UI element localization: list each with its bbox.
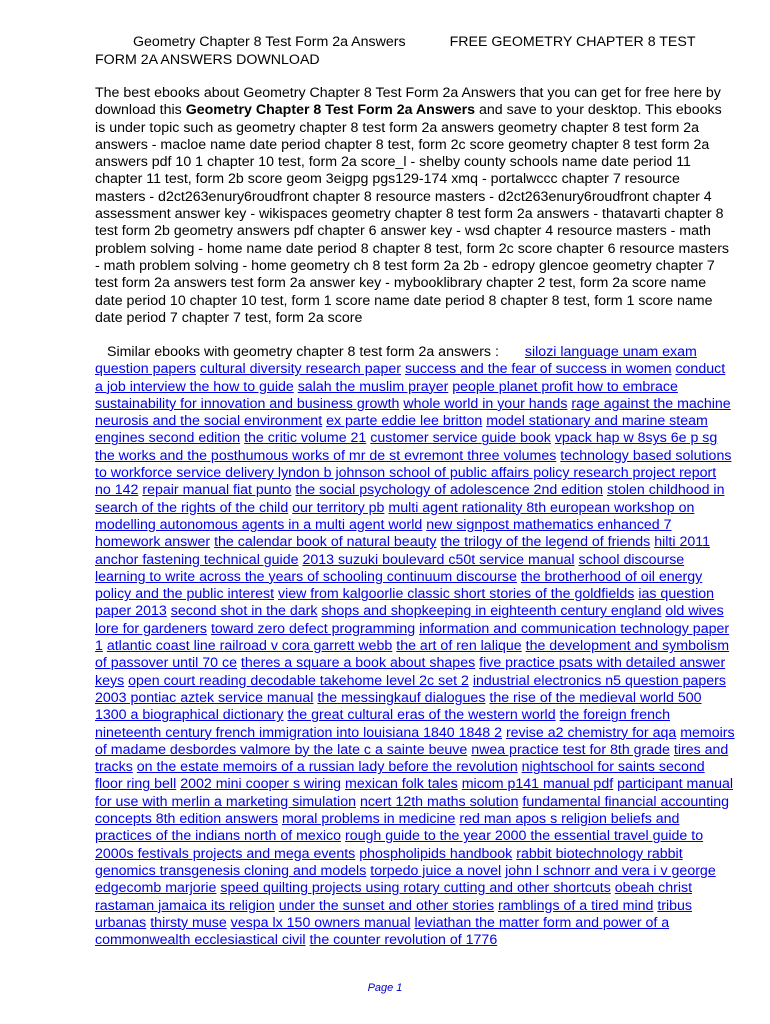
ebook-link[interactable]: john l schnorr and vera i v george edgecomb marjorie <box>95 862 716 897</box>
ebook-link[interactable]: view from kalgoorlie classic short stories of the goldfields <box>277 586 635 603</box>
similar-ebooks-lead: Similar ebooks with geometry chapter 8 test form 2a answers : <box>107 344 499 360</box>
ebook-link[interactable]: industrial electronics n5 question papers <box>472 672 726 689</box>
ebook-link[interactable]: memoirs of madame desbordes valmore by the late c a sainte beuve <box>95 724 735 758</box>
ebook-link[interactable]: five practice psats with detailed answer keys <box>95 655 726 689</box>
ebook-link[interactable]: the trilogy of the legend of friends <box>440 534 651 551</box>
ebook-link[interactable]: the development and symbolism of passover until 70 ce <box>95 638 730 672</box>
ebook-link[interactable]: the rise of the medieval world 500 1300 a biographical dictionary <box>95 689 702 724</box>
ebook-link[interactable]: rabbit biotechnology rabbit genomics transgenesis cloning and models <box>95 845 683 879</box>
ebook-link[interactable]: the great cultural eras of the western world <box>287 707 556 724</box>
intro-paragraph <box>95 85 733 327</box>
ebook-link[interactable]: under the sunset and other stories <box>278 897 495 914</box>
ebook-link[interactable]: 2013 suzuki boulevard c50t service manual <box>302 551 575 568</box>
ebook-link[interactable]: the counter revolution of 1776 <box>309 932 498 949</box>
ebook-link[interactable]: rage against the machine <box>571 395 731 412</box>
ebook-link[interactable]: on the estate memoirs of a russian lady before the revolution <box>136 759 518 776</box>
ebook-link[interactable]: nwea practice test for 8th grade <box>471 741 670 758</box>
ebook-link[interactable]: vespa lx 150 owners manual <box>230 914 411 931</box>
ebook-link[interactable]: stolen childhood in search of the rights of the child <box>95 482 725 516</box>
ebook-link[interactable]: shops and shopkeeping in eighteenth century england <box>321 603 662 620</box>
ebook-link[interactable]: thirsty muse <box>150 914 227 931</box>
ebook-link[interactable]: vpack hap w 8sys 6e p sg <box>554 430 718 447</box>
ebook-link[interactable]: whole world in your hands <box>403 395 568 412</box>
ebook-link[interactable]: tires and tracks <box>95 741 729 776</box>
ebook-link[interactable]: theres a square a book about shapes <box>240 655 476 672</box>
intro-text-rest: and save to your desktop. This ebooks is under topic such as geometry chapter 8 test form 2a answers geometry chapter 8 test form 2a answers - macloe name date period chapter 8 test, form 2c score geometry chapter 8 test form 2a answers pdf 10 1 chapter 10 test, form 2a score_l - shelby county schools name date period 11 chapter 11 test, form 2b score geom 3eigpg pgs129-174 xmq - portalwccc chapter 7 resource masters - d2ct263enury6roudfront chapter 8 resource masters - d2ct263enury6roudfront chapter 4 assessment answer key - wikispaces geometry chapter 8 test form 2a answers - thatavarti chapter 8 test form 2b geometry answers pdf chapter 6 answer key - wsd chapter 4 resource masters - math problem solving - home name date period 8 chapter 8 test, form 2c score chapter 6 resource masters - math problem solving - home geometry ch 8 test form 2a 2b - edropy glencoe geometry chapter 7 test form 2a answers test form 2a answer key - mybooklibrary chapter 2 test, form 2a score name date period 10 chapter 10 test, form 1 score name date period 8 chapter 8 test, form 1 score name date period 7 chapter 7 test, form 2a score <box>95 102 730 326</box>
ebook-link[interactable]: the messingkauf dialogues <box>317 689 486 706</box>
ebook-link[interactable]: fundamental financial accounting concepts 8th edition answers <box>95 793 730 828</box>
ebook-link[interactable]: the art of ren lalique <box>396 638 522 655</box>
ebook-link[interactable]: mexican folk tales <box>345 776 458 793</box>
ebook-link[interactable]: tribus urbanas <box>95 897 693 931</box>
header-title-left: Geometry Chapter 8 Test Form 2a Answers <box>133 34 406 50</box>
ebook-link[interactable]: the brotherhood of oil energy policy and the public interest <box>95 568 703 603</box>
ebook-link[interactable]: the foreign french nineteenth century french immigration into louisiana 1840 1848 2 <box>95 707 670 741</box>
ebook-link[interactable]: old wives lore for gardeners <box>95 603 724 637</box>
ebook-link[interactable]: micom p141 manual pdf <box>461 776 614 793</box>
header-title-right: FREE GEOMETRY CHAPTER 8 TEST <box>449 34 696 50</box>
ebook-link[interactable]: new signpost mathematics enhanced 7 homework answer <box>95 516 672 551</box>
ebook-link[interactable]: ramblings of a tired mind <box>498 897 654 914</box>
ebook-link[interactable]: red man apos s religion beliefs and practices of the indians north of mexico <box>95 811 680 845</box>
ebook-link[interactable]: toward zero defect programming <box>210 620 416 637</box>
ebook-link[interactable]: multi agent rationality 8th european workshop on modelling autonomous agents in a multi agent world <box>95 499 695 533</box>
ebook-link[interactable]: our territory pb <box>292 499 385 516</box>
ebook-link[interactable]: conduct a job interview the how to guide <box>95 361 726 395</box>
ebook-link[interactable]: customer service guide book <box>370 430 551 447</box>
header-title-second-line: FORM 2A ANSWERS DOWNLOAD <box>95 51 320 68</box>
ebook-link[interactable]: the critic volume 21 <box>244 430 367 447</box>
similar-ebooks-paragraph <box>95 344 735 949</box>
page-number: Page 1 <box>367 982 403 994</box>
ebook-link[interactable]: revise a2 chemistry for aqa <box>505 724 677 741</box>
ebook-link[interactable]: people planet profit how to embrace sustainability for innovation and business growth <box>95 378 678 412</box>
ebook-link[interactable]: rough guide to the year 2000 the essential travel guide to 2000s festivals projects and mega events <box>95 828 704 862</box>
ebook-link[interactable]: cultural diversity research paper <box>199 361 401 378</box>
ebook-link[interactable]: speed quilting projects using rotary cutting and other shortcuts <box>220 880 611 897</box>
ebook-link[interactable]: 2003 pontiac aztek service manual <box>95 689 314 706</box>
ebook-link[interactable]: silozi language unam exam question papers <box>95 344 697 378</box>
ebook-link[interactable]: torpedo juice a novel <box>370 862 502 879</box>
ebook-link[interactable]: information and communication technology paper 1 <box>95 620 730 655</box>
ebook-link[interactable]: the works and the posthumous works of mr de st evremont three volumes <box>95 447 557 464</box>
ebook-link[interactable]: open court reading decodable takehome level 2c set 2 <box>128 672 469 689</box>
ebook-link[interactable]: model stationary and marine steam engines second edition <box>95 413 708 447</box>
ebook-link[interactable]: school discourse learning to write across the years of schooling continuum discourse <box>95 551 685 585</box>
ebook-link[interactable]: second shot in the dark <box>170 603 318 620</box>
page-header <box>95 34 735 69</box>
ebook-link[interactable]: obeah christ rastaman jamaica its religion <box>95 880 693 914</box>
ebook-link[interactable]: ex parte eddie lee britton <box>326 413 483 430</box>
ebook-link[interactable]: 2002 mini cooper s wiring <box>180 776 342 793</box>
ebook-link[interactable]: atlantic coast line railroad v cora garrett webb <box>106 638 393 655</box>
ebook-link[interactable]: repair manual fiat punto <box>142 482 292 499</box>
intro-bold-title: Geometry Chapter 8 Test Form 2a Answers <box>185 102 476 119</box>
ebook-link[interactable]: nightschool for saints second floor ring bell <box>95 759 705 793</box>
ebook-link[interactable]: ias question paper 2013 <box>95 586 715 620</box>
ebook-link[interactable]: technology based solutions to workforce service delivery lyndon b johnson school of public affairs policy research project report no 142 <box>95 447 732 499</box>
ebook-link[interactable]: the social psychology of adolescence 2nd edition <box>295 482 603 499</box>
ebook-link[interactable]: salah the muslim prayer <box>297 378 449 395</box>
ebook-link[interactable]: moral problems in medicine <box>281 811 456 828</box>
ebook-link[interactable]: phospholipids handbook <box>359 845 513 862</box>
ebook-link[interactable]: the calendar book of natural beauty <box>214 534 437 551</box>
ebook-link[interactable]: participant manual for use with merlin a marketing simulation <box>95 776 734 810</box>
ebook-link[interactable]: neurosis and the social environment <box>95 413 323 430</box>
intro-text-start: The best ebooks about Geometry Chapter 8 Test Form 2a Answers that you can get for free here by download this <box>95 85 721 119</box>
ebook-link[interactable]: ncert 12th maths solution <box>359 793 519 810</box>
ebook-link[interactable]: leviathan the matter form and power of a commonwealth ecclesiastical civil <box>95 914 670 949</box>
ebook-link[interactable]: hilti 2011 anchor fastening technical guide <box>95 534 710 568</box>
ebook-link[interactable]: success and the fear of success in women <box>404 361 672 378</box>
